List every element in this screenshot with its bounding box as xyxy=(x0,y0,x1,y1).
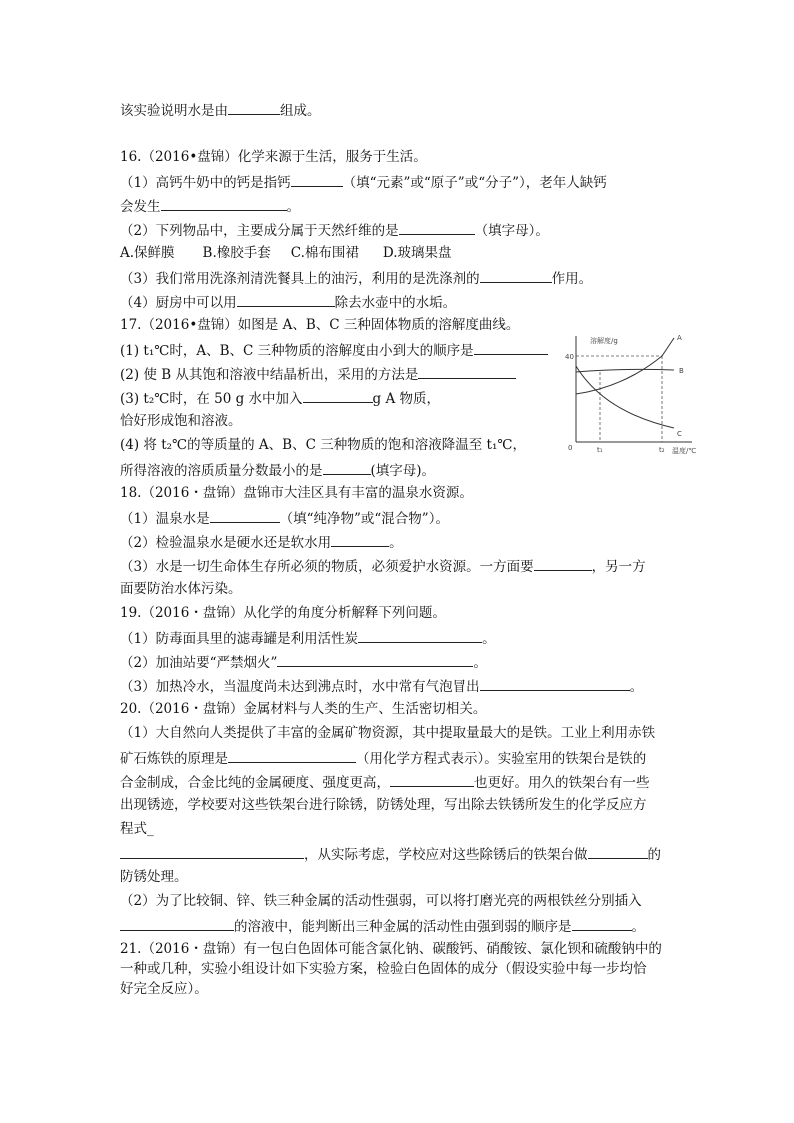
answer-blank[interactable] xyxy=(161,196,287,211)
q20-part1-cont: ，从实际考虑，学校应对这些除锈后的铁架台做 的 xyxy=(120,844,661,864)
q20-part1-cont: 矿石炼铁的原理是 （用化学方程式表示）。实验室用的铁架台是铁的 xyxy=(120,748,646,768)
series-label-a: A xyxy=(677,334,682,342)
answer-blank[interactable] xyxy=(399,220,475,235)
series-label-b: B xyxy=(679,367,684,375)
q20-part1-cont: 出现锈迹，学校要对这些铁架台进行除锈，防锈处理，写出除去铁锈所发生的化学反应方 xyxy=(120,797,647,813)
q20-heading: 20.（2016・盘锦）金属材料与人类的生产、生活密切相关。 xyxy=(120,701,487,717)
answer-blank[interactable] xyxy=(588,844,648,859)
answer-blank[interactable] xyxy=(120,916,234,931)
curve-c xyxy=(576,366,674,428)
series-label-c: C xyxy=(677,430,682,438)
q20-part1-cont: 防锈处理。 xyxy=(120,869,188,885)
x-axis-label: 温度/℃ xyxy=(672,447,697,455)
answer-blank[interactable] xyxy=(291,172,343,187)
x-tick-label: t₂ xyxy=(659,446,665,454)
q19-part1: （1）防毒面具里的滤毒罐是利用活性炭 。 xyxy=(120,628,496,648)
origin-label: 0 xyxy=(568,444,573,452)
q17-part4-cont: 所得溶液的溶质质量分数最小的是 (填字母)。 xyxy=(120,460,435,480)
q16-part1: （1）高钙牛奶中的钙是指钙 （填“元素”或“原子”或“分子”），老年人缺钙 xyxy=(120,172,607,192)
answer-blank[interactable] xyxy=(237,292,335,307)
answer-blank[interactable] xyxy=(572,916,632,931)
q18-part2: （2）检验温泉水是硬水还是软水用 。 xyxy=(120,532,403,552)
answer-blank[interactable] xyxy=(323,460,371,475)
answer-blank[interactable] xyxy=(277,652,473,667)
answer-blank[interactable] xyxy=(303,388,373,403)
q16-heading: 16.（2016•盘锦）化学来源于生活，服务于生活。 xyxy=(120,149,427,165)
q21-cont: 好完全反应）。 xyxy=(120,981,208,997)
q19-part2: （2）加油站要“严禁烟火” 。 xyxy=(120,652,487,672)
q20-part1-cont: 合金制成，合金比纯的金属硬度、强度更高， 也更好。用久的铁架台有一些 xyxy=(120,772,650,792)
answer-blank[interactable] xyxy=(120,844,304,859)
q17-part1: (1) t₁℃时，A、B、C 三种物质的溶解度由小到大的顺序是 xyxy=(120,340,548,360)
q20-part2: （2）为了比较铜、锌、铁三种金属的活动性强弱，可以将打磨光亮的两根铁丝分别插入 xyxy=(120,893,642,909)
answer-blank[interactable] xyxy=(534,556,592,571)
y-tick-label: 40 xyxy=(565,353,574,361)
q17-part2: (2) 使 B 从其饱和溶液中结晶析出，采用的方法是 xyxy=(120,364,516,384)
answer-blank[interactable] xyxy=(228,100,280,115)
q21-heading: 21.（2016・盘锦）有一包白色固体可能含氯化钠、碳酸钙、硝酸铵、氯化钡和硫酸钠中的 xyxy=(120,941,662,957)
answer-blank[interactable] xyxy=(358,628,482,643)
q16-part4: （4）厨房中可以用 除去水壶中的水垢。 xyxy=(120,292,456,312)
answer-blank[interactable] xyxy=(228,748,356,763)
q18-part3: （3）水是一切生命体生存所必须的物质，必须爱护水资源。一方面要 ，另一方 xyxy=(120,556,646,576)
x-tick-label: t₁ xyxy=(597,446,603,454)
answer-blank[interactable] xyxy=(210,508,280,523)
q17-part3-cont: 恰好形成饱和溶液。 xyxy=(120,413,242,429)
q19-heading: 19.（2016・盘锦）从化学的角度分析解释下列问题。 xyxy=(120,605,446,621)
q18-part3-cont: 面要防治水体污染。 xyxy=(120,581,242,597)
q20-part2-cont: 的溶液中，能判断出三种金属的活动性由强到弱的顺序是 。 xyxy=(120,916,645,936)
q15-tail-line: 该实验说明水是由 组成。 xyxy=(120,100,321,120)
curve-b xyxy=(576,369,674,372)
q17-part4: (4) 将 t₂℃的等质量的 A、B、C 三种物质的饱和溶液降温至 t₁℃， xyxy=(120,437,526,453)
answer-blank[interactable] xyxy=(390,772,474,787)
answer-blank[interactable] xyxy=(474,340,548,355)
answer-blank[interactable] xyxy=(418,364,516,379)
q18-part1: （1）温泉水是 （填“纯净物”或“混合物”）。 xyxy=(120,508,449,528)
q16-options: A.保鲜膜 B.橡胶手套 C.棉布围裙 D.玻璃果盘 xyxy=(120,245,452,261)
q18-heading: 18.（2016・盘锦）盘锦市大洼区具有丰富的温泉水资源。 xyxy=(120,485,473,501)
q16-part2: （2）下列物品中，主要成分属于天然纤维的是 （填字母）。 xyxy=(120,220,549,240)
q19-part3: （3）加热冷水，当温度尚未达到沸点时，水中常有气泡冒出 。 xyxy=(120,676,643,696)
q21-cont: 一种或几种，实验小组设计如下实验方案，检验白色固体的成分（假设实验中每一步均恰 xyxy=(120,961,647,977)
q16-part1-cont: 会发生 。 xyxy=(120,196,300,216)
q17-heading: 17.（2016•盘锦）如图是 A、B、C 三种固体物质的溶解度曲线。 xyxy=(120,317,520,333)
q20-part1: （1）大自然向人类提供了丰富的金属矿物资源，其中提取量最大的是铁。工业上利用赤铁 xyxy=(120,725,656,741)
y-axis-label: 溶解度/g xyxy=(590,337,618,345)
q17-part3: (3) t₂℃时，在 50 g 水中加入 g A 物质， xyxy=(120,388,440,408)
answer-blank[interactable] xyxy=(480,676,630,691)
q16-part3: （3）我们常用洗涤剂清洗餐具上的油污，利用的是洗涤剂的 作用。 xyxy=(120,268,592,288)
answer-blank[interactable] xyxy=(480,268,552,283)
q20-part1-cont: 程式_ xyxy=(120,821,154,837)
solubility-chart xyxy=(564,332,712,458)
answer-blank[interactable] xyxy=(331,532,389,547)
